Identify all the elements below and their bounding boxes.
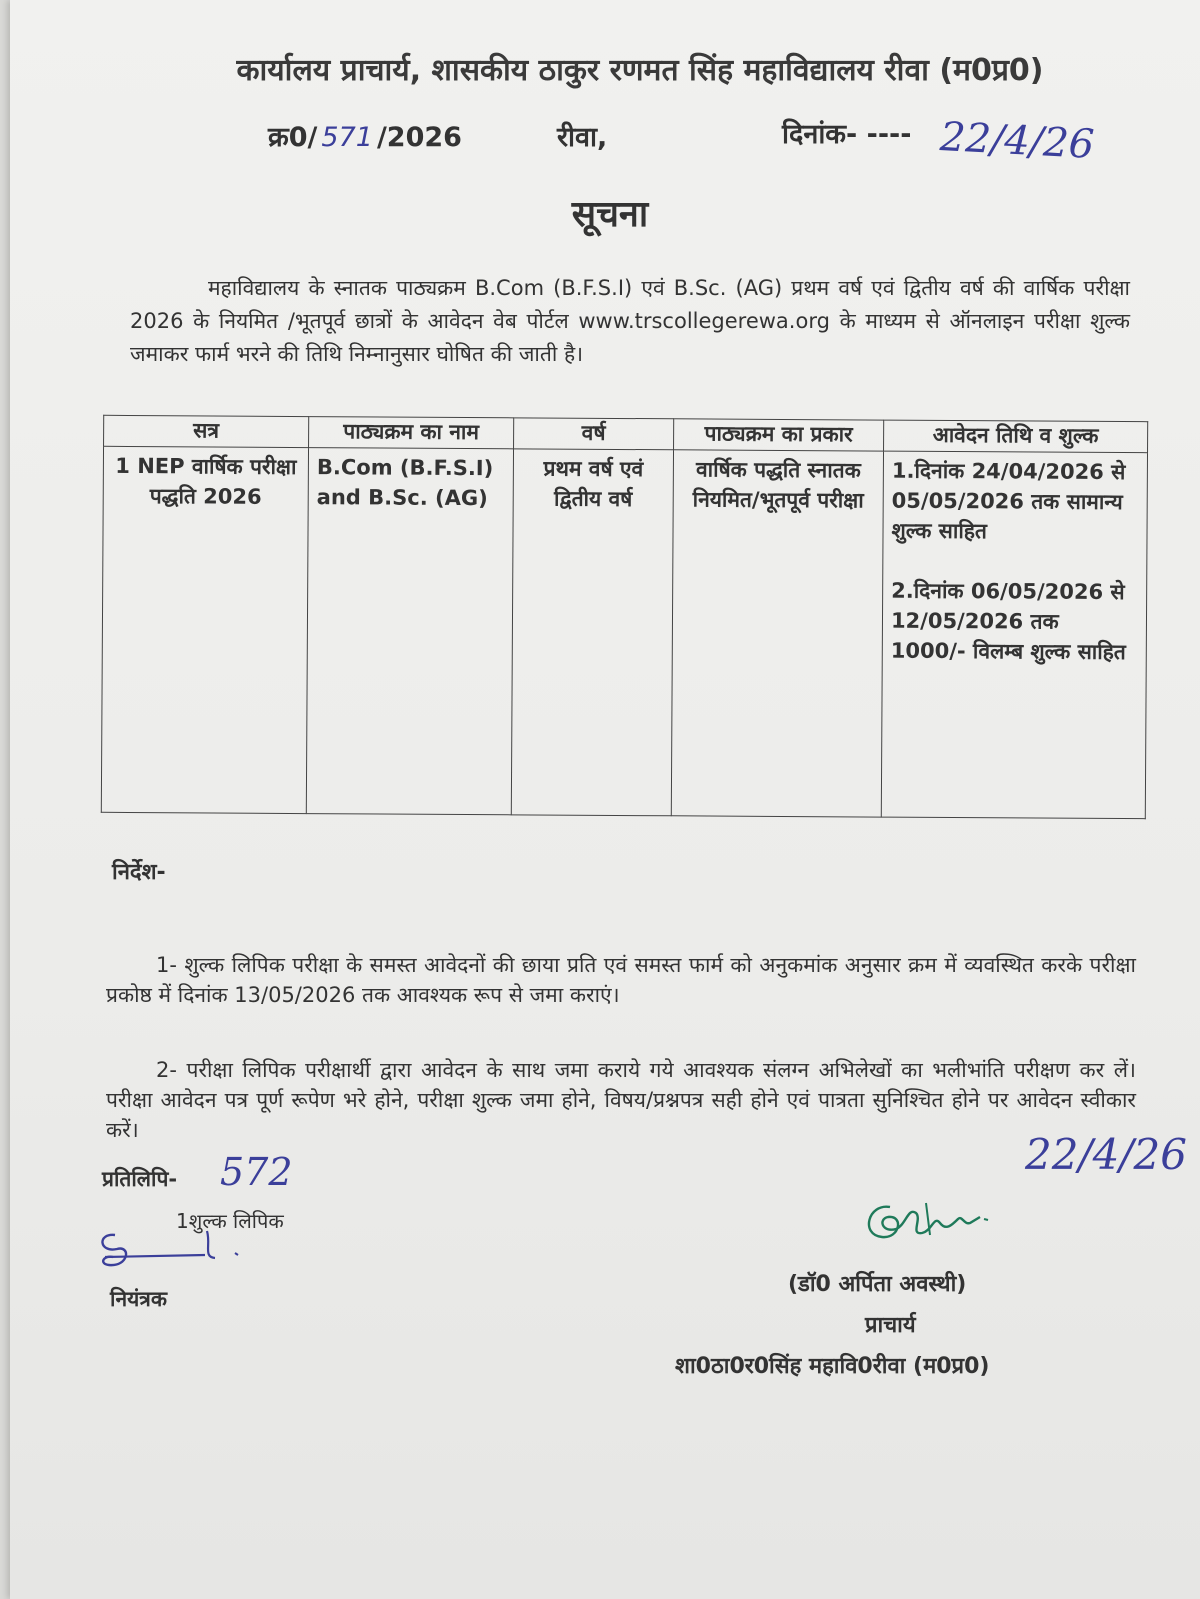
notice-title: सूचना: [571, 194, 649, 235]
instructions-heading: निर्देश-: [112, 860, 166, 885]
handwritten-date: 22/4/26: [938, 113, 1096, 169]
controller-initials-signature: [95, 1227, 245, 1281]
controller-label: नियंत्रक: [110, 1287, 167, 1311]
document-page: [10, 0, 1200, 1599]
cell-type: वार्षिक पद्धति स्नातक नियमित/भूतपूर्व परीक्षा: [671, 450, 883, 817]
handwritten-date-2: 22/4/26: [1025, 1130, 1187, 1179]
fee-late: 2.दिनांक 06/05/2026 से 12/05/2026 तक 1000/- विलम्ब शुल्क साहित: [890, 578, 1126, 665]
col-header-course: पाठ्यक्रम का नाम: [309, 417, 514, 449]
table-row: [101, 446, 1147, 818]
cell-fee: [881, 451, 1147, 819]
col-header-session: सत्र: [104, 415, 309, 447]
cell-year: प्रथम वर्ष एवं द्वितीय वर्ष: [511, 449, 673, 816]
instruction-item-2: 2- परीक्षा लिपिक परीक्षार्थी द्वारा आवेदन के साथ जमा कराये गये आवश्यक संलग्न अभिलेखों का भलीभांति परीक्षण कर लें। परीक्षा आवेदन पत्र पूर्ण रूपेण भरे होने, परीक्षा शुल्क जमा होने, विषय/प्रश्नपत्र सही होने एवं पात्रता सुनिश्चित होने पर आवेदन स्वीकार करें।: [106, 1058, 1136, 1142]
signatory-designation: प्राचार्य: [865, 1313, 916, 1338]
principal-signature: [860, 1195, 1000, 1254]
fee-regular: 1.दिनांक 24/04/2026 से 05/05/2026 तक सामान्य शुल्क साहित: [891, 458, 1126, 544]
copy-label: प्रतिलिपि-: [102, 1167, 178, 1191]
col-header-fee: आवेदन तिथि व शुल्क: [884, 420, 1148, 453]
signatory-institution: शा0ठा0र0सिंह महावि0रीवा (म0प्र0): [675, 1354, 990, 1379]
office-title: कार्यालय प्राचार्य, शासकीय ठाकुर रणमत सिंह महाविद्यालय रीवा (म0प्र0): [236, 53, 1044, 88]
ref-suffix: /2026: [376, 122, 462, 153]
intro-paragraph: महाविद्यालय के स्नातक पाठ्यक्रम B.Com (B.F.S.I) एवं B.Sc. (AG) प्रथम वर्ष एवं द्वितीय वर्ष की वार्षिक परीक्षा 2026 के नियमित /भूतपूर्व छात्रों के आवेदन वेब पोर्टल www.trscollegerewa.org के माध्यम से ऑनलाइन परीक्षा शुल्क जमाकर फार्म भरने की तिथि निम्नानुसार घोषित की जाती है।: [130, 276, 1130, 366]
copy-recipient: 1शुल्क लिपिक: [176, 1209, 284, 1233]
date-label: दिनांक- ----: [782, 119, 912, 150]
col-header-type: पाठ्यक्रम का प्रकार: [674, 419, 884, 451]
place: रीवा,: [557, 122, 608, 153]
ref-prefix: क्र0/: [268, 122, 318, 153]
instruction-item-1: 1- शुल्क लिपिक परीक्षा के समस्त आवेदनों की छाया प्रति एवं समस्त फार्म को अनुकमांक अनुसार क्रम में व्यवस्थित करके परीक्षा प्रकोष्ठ में दिनांक 13/05/2026 तक आवश्यक रूप से जमा कराएं।: [106, 953, 1136, 1007]
copy-handwritten-number: 572: [220, 1150, 293, 1194]
cell-course: B.Com (B.F.S.I) and B.Sc. (AG): [306, 448, 513, 815]
col-header-year: वर्ष: [514, 418, 674, 450]
reference-number: [268, 117, 462, 154]
schedule-table: [101, 415, 1148, 819]
cell-session: 1 NEP वार्षिक परीक्षा पद्धति 2026: [101, 446, 308, 813]
signatory-name: (डॉ0 अर्पिता अवस्थी): [788, 1272, 967, 1297]
ref-handwritten-number: 571: [321, 122, 373, 153]
